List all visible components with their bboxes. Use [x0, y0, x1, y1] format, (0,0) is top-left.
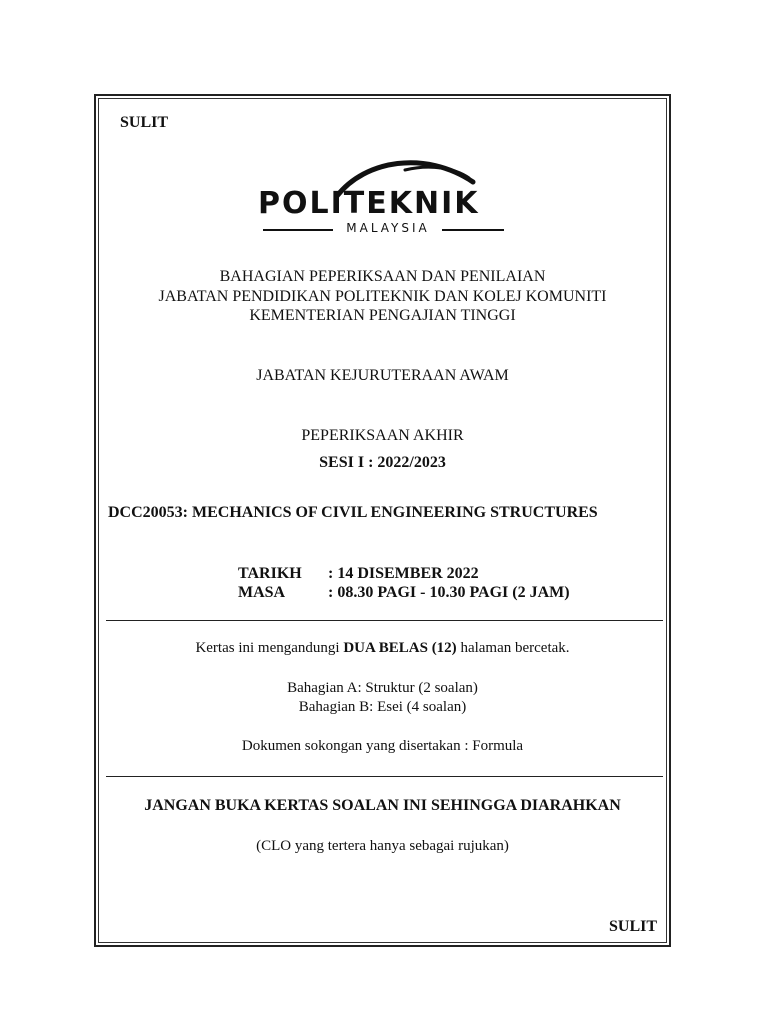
- authority-line-1: BAHAGIAN PEPERIKSAAN DAN PENILAIAN: [219, 268, 546, 285]
- exam-session: SESI I : 2022/2023: [319, 454, 446, 471]
- supporting-docs: Dokumen sokongan yang disertakan : Formula: [241, 738, 524, 754]
- department: JABATAN KEJURUTERAAN AWAM: [256, 367, 509, 384]
- date-value: : 14 DISEMBER 2022: [328, 565, 479, 582]
- time-row: [238, 584, 570, 602]
- time-value: : 08.30 PAGI - 10.30 PAGI (2 JAM): [328, 584, 570, 601]
- divider-bottom: [106, 776, 663, 777]
- course-title: DCC20053: MECHANICS OF CIVIL ENGINEERING STRUCTURES: [108, 504, 598, 521]
- page-count-value: DUA BELAS (12): [343, 640, 457, 656]
- date-label: TARIKH: [238, 565, 302, 582]
- logo-rule-right: [442, 229, 504, 231]
- page-count-line: [100, 640, 665, 657]
- classification-top: SULIT: [120, 114, 169, 131]
- date-row: [238, 565, 479, 583]
- time-label: MASA: [238, 584, 286, 601]
- section-a-info: Bahagian A: Struktur (2 soalan): [287, 680, 478, 696]
- section-b-info: Bahagian B: Esei (4 soalan): [298, 699, 467, 715]
- authority-line-3: KEMENTERIAN PENGAJIAN TINGGI: [249, 307, 516, 324]
- divider-top: [106, 620, 663, 621]
- logo-rule-left: [263, 229, 333, 231]
- exam-type: PEPERIKSAAN AKHIR: [301, 427, 464, 444]
- logo-subtitle: MALAYSIA: [346, 221, 430, 235]
- warning-text: JANGAN BUKA KERTAS SOALAN INI SEHINGGA DIARAHKAN: [144, 797, 621, 814]
- clo-note: (CLO yang tertera hanya sebagai rujukan): [256, 838, 509, 854]
- page-count-suffix: halaman bercetak.: [456, 640, 570, 656]
- page-count-prefix: Kertas ini mengandungi: [195, 640, 344, 656]
- authority-line-2: JABATAN PENDIDIKAN POLITEKNIK DAN KOLEJ KOMUNITI: [158, 288, 607, 305]
- logo-wordmark: POLITEKNIK: [258, 186, 480, 221]
- logo-subtitle-row: [255, 221, 515, 239]
- classification-bottom: SULIT: [609, 918, 658, 935]
